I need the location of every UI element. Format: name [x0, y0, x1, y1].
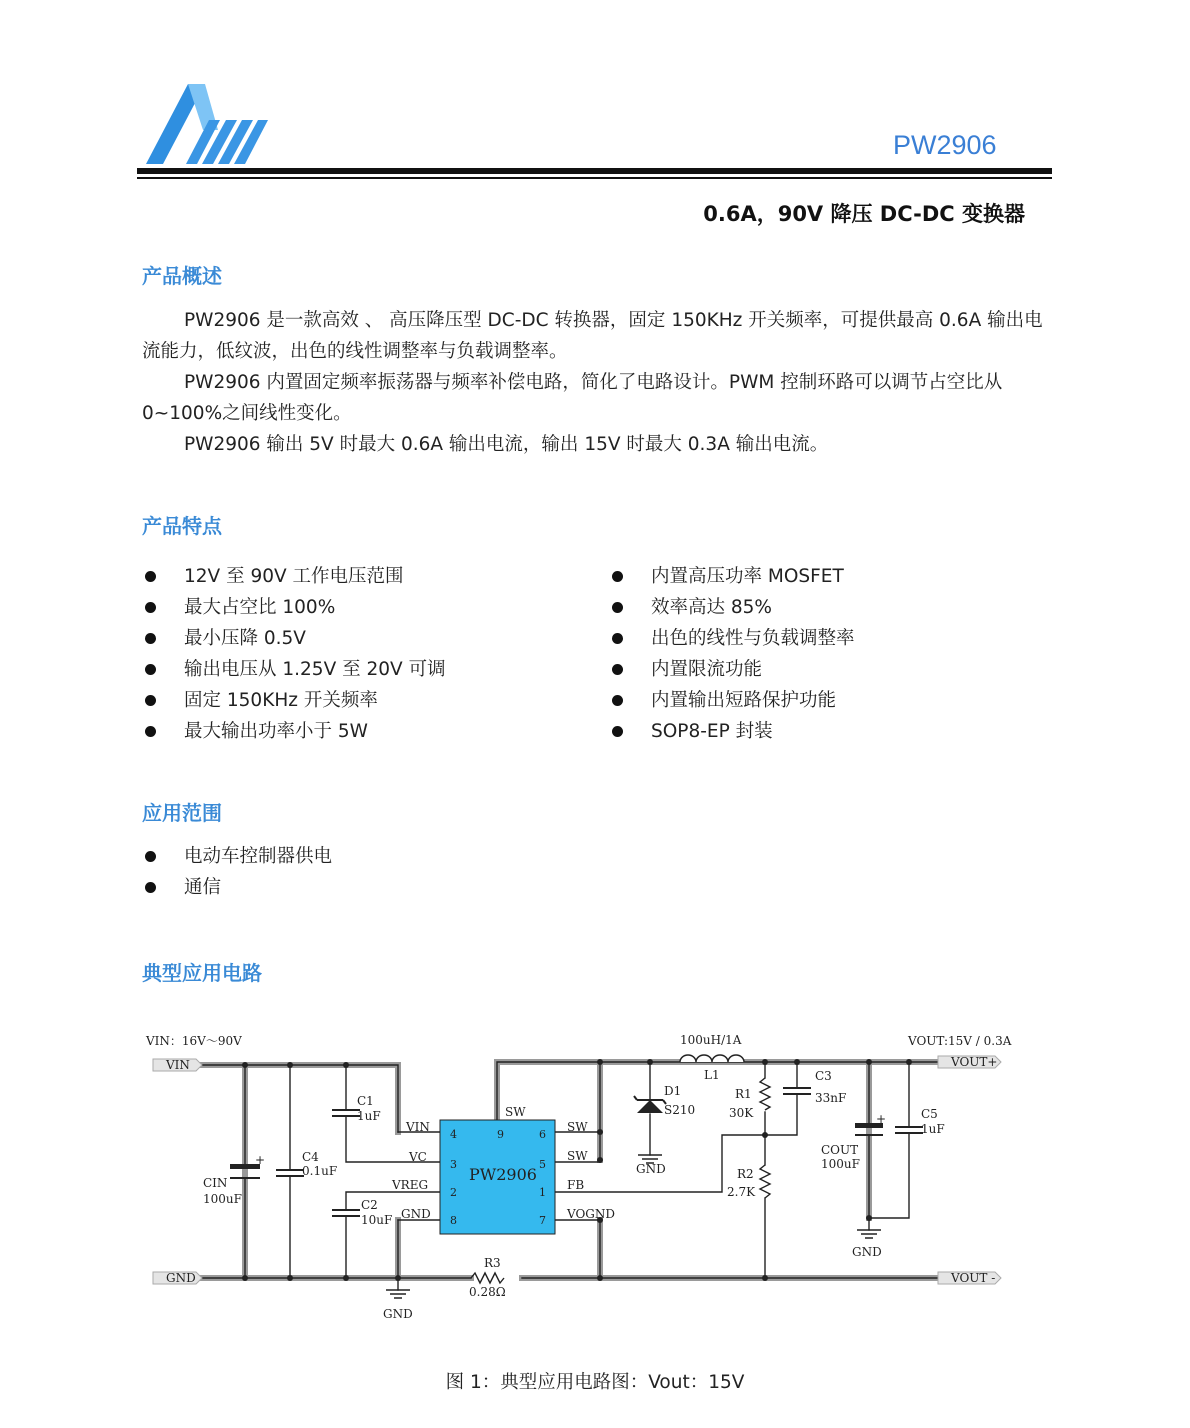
gnd-label: GND: [383, 1307, 413, 1321]
features-heading: 产品特点: [142, 514, 222, 538]
r3-name: R3: [484, 1256, 501, 1270]
list-item: 内置限流功能: [609, 654, 855, 685]
c1-name: C1: [357, 1094, 374, 1108]
pin-number: 9: [497, 1128, 504, 1141]
port-gnd: GND: [166, 1271, 196, 1285]
vout-spec-label: VOUT:15V / 0.3A: [908, 1034, 1012, 1048]
cin-name: CIN: [203, 1176, 228, 1190]
pin-label-sw5: SW: [567, 1149, 588, 1163]
c2-name: C2: [361, 1198, 378, 1212]
pin-label-vc: VC: [409, 1150, 427, 1164]
pin-number: 8: [450, 1214, 457, 1227]
c3-name: C3: [815, 1069, 832, 1083]
l1-name: L1: [704, 1068, 720, 1082]
r1-name: R1: [735, 1087, 752, 1101]
list-item: 内置高压功率 MOSFET: [609, 561, 855, 592]
document-subtitle: 0.6A，90V 降压 DC-DC 变换器: [703, 202, 1025, 226]
d1-name: D1: [664, 1084, 682, 1098]
list-item: 通信: [142, 872, 332, 903]
pin-number: 5: [539, 1158, 546, 1171]
figure-caption: 图 1：典型应用电路图：Vout：15V: [445, 1372, 745, 1393]
pin-number: 7: [539, 1214, 546, 1227]
cout-value: 100uF: [821, 1157, 860, 1171]
list-item: 最大占空比 100%: [142, 592, 446, 623]
pin-label-sw6: SW: [567, 1120, 588, 1134]
list-item: 效率高达 85%: [609, 592, 855, 623]
port-vout-pos: VOUT+: [951, 1055, 998, 1069]
c5-value: 1uF: [921, 1122, 945, 1136]
list-item: SOP8-EP 封装: [609, 716, 855, 747]
overview-heading: 产品概述: [142, 264, 222, 288]
cin-plus: +: [255, 1153, 266, 1167]
r2-value: 2.7K: [727, 1185, 756, 1199]
port-vout-neg: VOUT -: [951, 1271, 996, 1285]
port-vin: VIN: [166, 1058, 190, 1072]
list-item: 输出电压从 1.25V 至 20V 可调: [142, 654, 446, 685]
c4-value: 0.1uF: [302, 1164, 338, 1178]
c5-name: C5: [921, 1107, 938, 1121]
pin-label-vreg: VREG: [392, 1178, 429, 1192]
r1-value: 30K: [729, 1106, 754, 1120]
list-item: 内置输出短路保护功能: [609, 685, 855, 716]
cin-value: 100uF: [203, 1192, 242, 1206]
r3-value: 0.28Ω: [469, 1285, 506, 1299]
c3-value: 33nF: [815, 1091, 847, 1105]
ic-name: PW2906: [469, 1165, 537, 1184]
pin-number: 6: [539, 1128, 546, 1141]
list-item: 电动车控制器供电: [142, 841, 332, 872]
pin-label-sw-top: SW: [505, 1105, 526, 1119]
c1-value: 1uF: [357, 1109, 381, 1123]
d1-value: S210: [664, 1103, 696, 1117]
part-number: PW2906: [893, 130, 997, 160]
overview-paragraph: PW2906 是一款高效 、 高压降压型 DC-DC 转换器，固定 150KHz 开关频率，可提供最高 0.6A 输出电流能力，低纹波，出色的线性调整率与负载调整率。: [142, 310, 1043, 362]
pin-number: 4: [450, 1128, 457, 1141]
c4-name: C4: [302, 1150, 319, 1164]
overview-paragraph: PW2906 内置固定频率振荡器与频率补偿电路，简化了电路设计。PWM 控制环路可以调节占空比从 0~100%之间线性变化。: [142, 372, 1003, 424]
overview-paragraph: PW2906 输出 5V 时最大 0.6A 输出电流，输出 15V 时最大 0.3A 输出电流。: [184, 434, 829, 455]
r2-name: R2: [737, 1167, 754, 1181]
list-item: 最小压降 0.5V: [142, 623, 446, 654]
list-item: 最大输出功率小于 5W: [142, 716, 446, 747]
circuit-heading: 典型应用电路: [142, 961, 262, 985]
list-item: 出色的线性与负载调整率: [609, 623, 855, 654]
pin-label-vin: VIN: [406, 1120, 430, 1134]
pin-label-fb: FB: [567, 1178, 585, 1192]
pin-number: 2: [450, 1186, 457, 1199]
gnd-label: GND: [852, 1245, 882, 1259]
list-item: 固定 150KHz 开关频率: [142, 685, 446, 716]
cout-plus: +: [876, 1112, 887, 1126]
pin-number: 1: [539, 1186, 546, 1199]
cout-name: COUT: [821, 1143, 859, 1157]
pin-label-gnd: GND: [401, 1207, 431, 1221]
list-item: 12V 至 90V 工作电压范围: [142, 561, 446, 592]
pin-label-vognd: VOGND: [567, 1207, 615, 1221]
l1-value: 100uH/1A: [680, 1033, 742, 1047]
c2-value: 10uF: [361, 1213, 393, 1227]
applications-heading: 应用范围: [142, 801, 222, 825]
vin-range-label: VIN：16V～90V: [146, 1034, 242, 1048]
gnd-label: GND: [636, 1162, 666, 1176]
pin-number: 3: [450, 1158, 457, 1171]
